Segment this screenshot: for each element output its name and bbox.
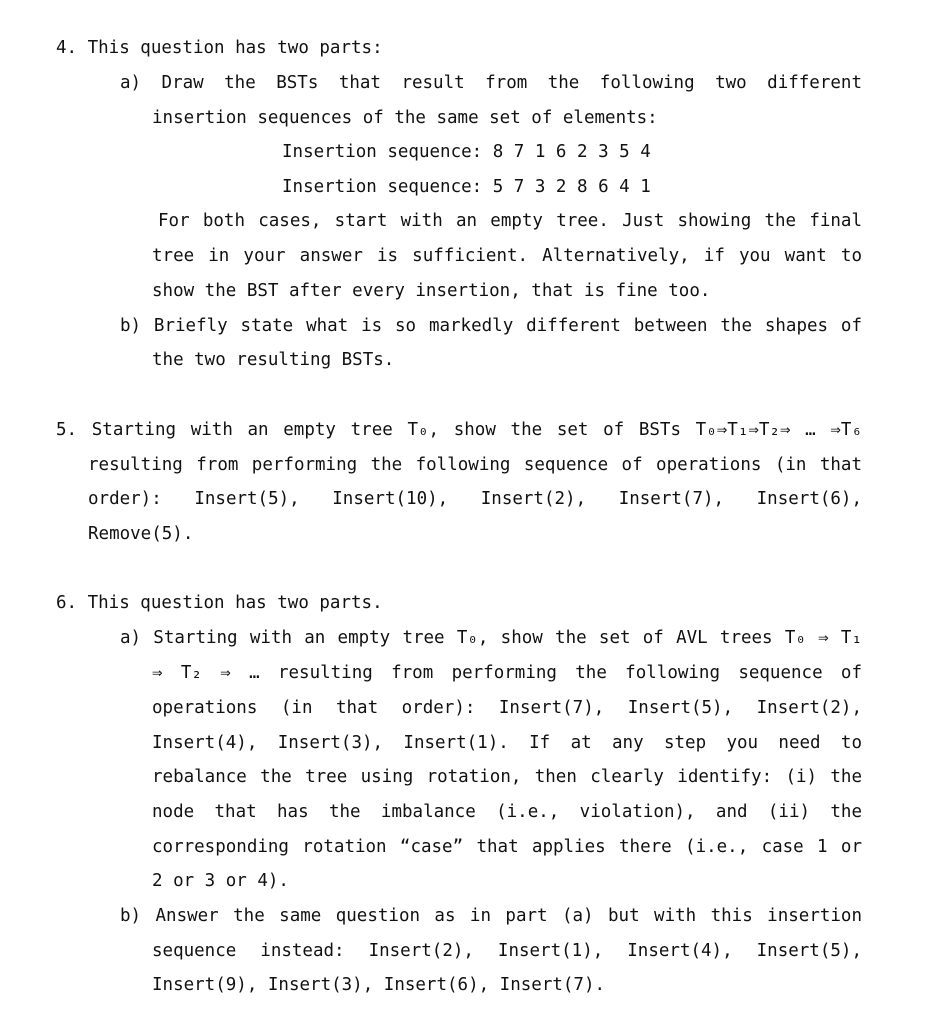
q5-line2: resulting from performing the following sequence of operations (in that bbox=[88, 455, 862, 475]
q5-line4: Remove(5). bbox=[88, 524, 194, 544]
q6-part-a-line4: Insert(4), Insert(3), Insert(1). If at any step you need to bbox=[152, 733, 862, 753]
q4-para-line3: show the BST after every insertion, that is fine too. bbox=[152, 281, 711, 301]
q6-part-b-line3: Insert(9), Insert(3), Insert(6), Insert(7). bbox=[152, 975, 606, 995]
q4-para-line1: For both cases, start with an empty tree. Just showing the final bbox=[158, 211, 862, 231]
q6-heading: 6. This question has two parts. bbox=[56, 593, 383, 613]
q4-part-b-line1: b) Briefly state what is so markedly different between the shapes of bbox=[120, 316, 862, 336]
q6-part-b-line1: b) Answer the same question as in part (a) but with this insertion bbox=[120, 906, 862, 926]
q4-part-a-line2: insertion sequences of the same set of elements: bbox=[152, 108, 658, 128]
q6-part-a-line7: corresponding rotation “case” that applies there (i.e., case 1 or bbox=[152, 837, 862, 857]
q6-part-a-line6: node that has the imbalance (i.e., violation), and (ii) the bbox=[152, 802, 862, 822]
q4-heading: 4. This question has two parts: bbox=[56, 38, 383, 58]
q6-part-b-line2: sequence instead: Insert(2), Insert(1), Insert(4), Insert(5), bbox=[152, 941, 862, 961]
q5-line1: 5. Starting with an empty tree T₀, show the set of BSTs T₀⇒T₁⇒T₂⇒ … ⇒T₆ bbox=[56, 420, 862, 440]
q4-insertion-sequence-2: Insertion sequence: 5 7 3 2 8 6 4 1 bbox=[282, 177, 651, 197]
q6-part-a-line3: operations (in that order): Insert(7), Insert(5), Insert(2), bbox=[152, 698, 862, 718]
q6-part-a-line1: a) Starting with an empty tree T₀, show the set of AVL trees T₀ ⇒ T₁ bbox=[120, 628, 862, 648]
q4-part-b-line2: the two resulting BSTs. bbox=[152, 350, 395, 370]
q4-insertion-sequence-1: Insertion sequence: 8 7 1 6 2 3 5 4 bbox=[282, 142, 651, 162]
q5-line3: order): Insert(5), Insert(10), Insert(2), Insert(7), Insert(6), bbox=[88, 489, 862, 509]
q4-part-a-line1: a) Draw the BSTs that result from the following two different bbox=[120, 73, 862, 93]
q4-para-line2: tree in your answer is sufficient. Alternatively, if you want to bbox=[152, 246, 862, 266]
q6-part-a-line2: ⇒ T₂ ⇒ … resulting from performing the following sequence of bbox=[152, 663, 862, 683]
q6-part-a-line8: 2 or 3 or 4). bbox=[152, 871, 289, 891]
q6-part-a-line5: rebalance the tree using rotation, then clearly identify: (i) the bbox=[152, 767, 862, 787]
